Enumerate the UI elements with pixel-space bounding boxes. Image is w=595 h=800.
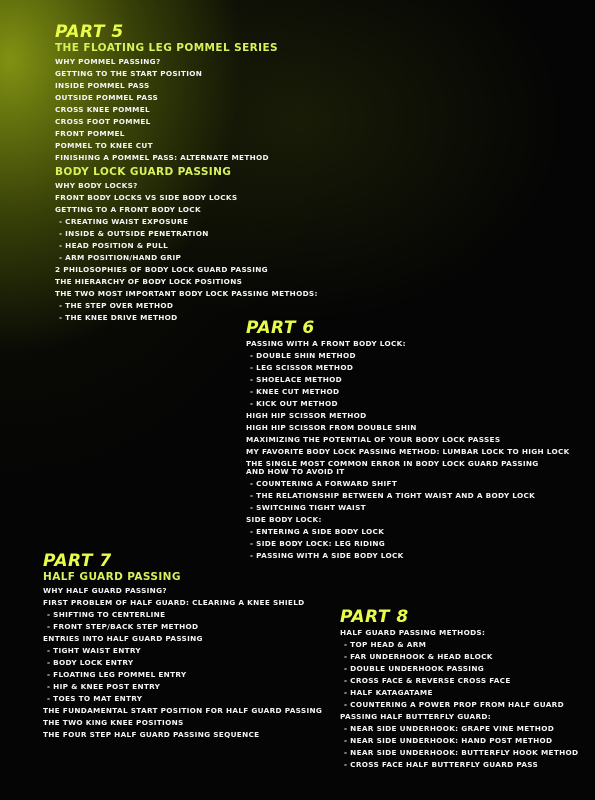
list-item: - HIP & KNEE POST ENTRY [43,683,333,695]
list-item: - INSIDE & OUTSIDE PENETRATION [55,230,385,242]
list-item: HIGH HIP SCISSOR FROM DOUBLE SHIN [246,423,417,432]
list-item: GETTING TO A FRONT BODY LOCK [55,205,201,214]
list-item: PASSING WITH A FRONT BODY LOCK: [246,339,406,348]
list-item: - DOUBLE SHIN METHOD [246,352,571,364]
list-item: - FAR UNDERHOOK & HEAD BLOCK [340,653,585,665]
part-title: PART 6 [246,318,315,338]
list-item: - CROSS FACE HALF BUTTERFLY GUARD PASS [340,761,585,773]
list-item: - KICK OUT METHOD [246,400,571,412]
list-item: GETTING TO THE START POSITION [55,69,203,78]
list-item: WHY BODY LOCKS? [55,181,138,190]
list-item: ENTRIES INTO HALF GUARD PASSING [43,634,203,643]
list-item: THE FOUR STEP HALF GUARD PASSING SEQUENCE [43,730,260,739]
list-item: THE SINGLE MOST COMMON ERROR IN BODY LOCK GUARD PASSING AND HOW TO AVOID IT [246,459,539,476]
list-item: 2 PHILOSOPHIES OF BODY LOCK GUARD PASSING [55,265,268,274]
list-item: FIRST PROBLEM OF HALF GUARD: CLEARING A KNEE SHIELD [43,598,305,607]
list-item: - CROSS FACE & REVERSE CROSS FACE [340,677,585,689]
section-title: HALF GUARD PASSING [43,571,181,583]
list-item: - FLOATING LEG POMMEL ENTRY [43,671,333,683]
list-item: SIDE BODY LOCK: [246,515,322,524]
list-item: - PASSING WITH A SIDE BODY LOCK [246,552,571,564]
list-item: HALF GUARD PASSING METHODS: [340,628,486,637]
part-6-block [246,318,571,564]
list-item: PASSING HALF BUTTERFLY GUARD: [340,712,491,721]
list-item: - CREATING WAIST EXPOSURE [55,218,385,230]
list-item: - NEAR SIDE UNDERHOOK: HAND POST METHOD [340,737,585,749]
list-item: - COUNTERING A FORWARD SHIFT [246,480,571,492]
part-title: PART 8 [340,607,409,627]
section-title: BODY LOCK GUARD PASSING [55,166,232,178]
list-item: - THE STEP OVER METHOD [55,302,385,314]
list-item: WHY HALF GUARD PASSING? [43,586,167,595]
list-item: POMMEL TO KNEE CUT [55,141,153,150]
list-item: THE FUNDAMENTAL START POSITION FOR HALF GUARD PASSING [43,706,323,715]
part-7-block [43,551,333,743]
part-8-block [340,607,585,773]
list-item: - ARM POSITION/HAND GRIP [55,254,385,266]
list-item: - SHIFTING TO CENTERLINE [43,611,333,623]
list-item: - NEAR SIDE UNDERHOOK: GRAPE VINE METHOD [340,725,585,737]
list-item: - ENTERING A SIDE BODY LOCK [246,528,571,540]
list-item: - TOP HEAD & ARM [340,641,585,653]
list-item: - SHOELACE METHOD [246,376,571,388]
list-item: - SWITCHING TIGHT WAIST [246,504,571,516]
list-item: INSIDE POMMEL PASS [55,81,150,90]
list-item: MY FAVORITE BODY LOCK PASSING METHOD: LUMBAR LOCK TO HIGH LOCK [246,447,570,456]
list-item: CROSS FOOT POMMEL [55,117,151,126]
list-item: - TIGHT WAIST ENTRY [43,647,333,659]
list-item: - KNEE CUT METHOD [246,388,571,400]
list-item: - THE KNEE DRIVE METHOD [55,314,385,326]
list-item: THE TWO KING KNEE POSITIONS [43,718,184,727]
list-item: - COUNTERING A POWER PROP FROM HALF GUARD [340,701,585,713]
list-item: HIGH HIP SCISSOR METHOD [246,411,367,420]
list-item: THE TWO MOST IMPORTANT BODY LOCK PASSING METHODS: [55,289,318,298]
list-item: THE HIERARCHY OF BODY LOCK POSITIONS [55,277,243,286]
list-item: - THE RELATIONSHIP BETWEEN A TIGHT WAIST AND A BODY LOCK [246,492,571,504]
list-item: - HEAD POSITION & PULL [55,242,385,254]
part-title: PART 7 [43,551,112,571]
list-item: FINISHING A POMMEL PASS: ALTERNATE METHOD [55,153,269,162]
list-item: - FRONT STEP/BACK STEP METHOD [43,623,333,635]
list-item: MAXIMIZING THE POTENTIAL OF YOUR BODY LOCK PASSES [246,435,501,444]
part-title: PART 5 [55,22,124,42]
list-item: - NEAR SIDE UNDERHOOK: BUTTERFLY HOOK METHOD [340,749,585,761]
list-item: CROSS KNEE POMMEL [55,105,150,114]
list-item: OUTSIDE POMMEL PASS [55,93,159,102]
list-item: - HALF KATAGATAME [340,689,585,701]
list-item: FRONT POMMEL [55,129,125,138]
part-5-block [55,22,385,326]
section-title: THE FLOATING LEG POMMEL SERIES [55,42,278,54]
list-item: - LEG SCISSOR METHOD [246,364,571,376]
list-item: - DOUBLE UNDERHOOK PASSING [340,665,585,677]
list-item: - SIDE BODY LOCK: LEG RIDING [246,540,571,552]
list-item: - TOES TO MAT ENTRY [43,695,333,707]
list-item: FRONT BODY LOCKS VS SIDE BODY LOCKS [55,193,238,202]
list-item: - BODY LOCK ENTRY [43,659,333,671]
list-item: WHY POMMEL PASSING? [55,57,161,66]
